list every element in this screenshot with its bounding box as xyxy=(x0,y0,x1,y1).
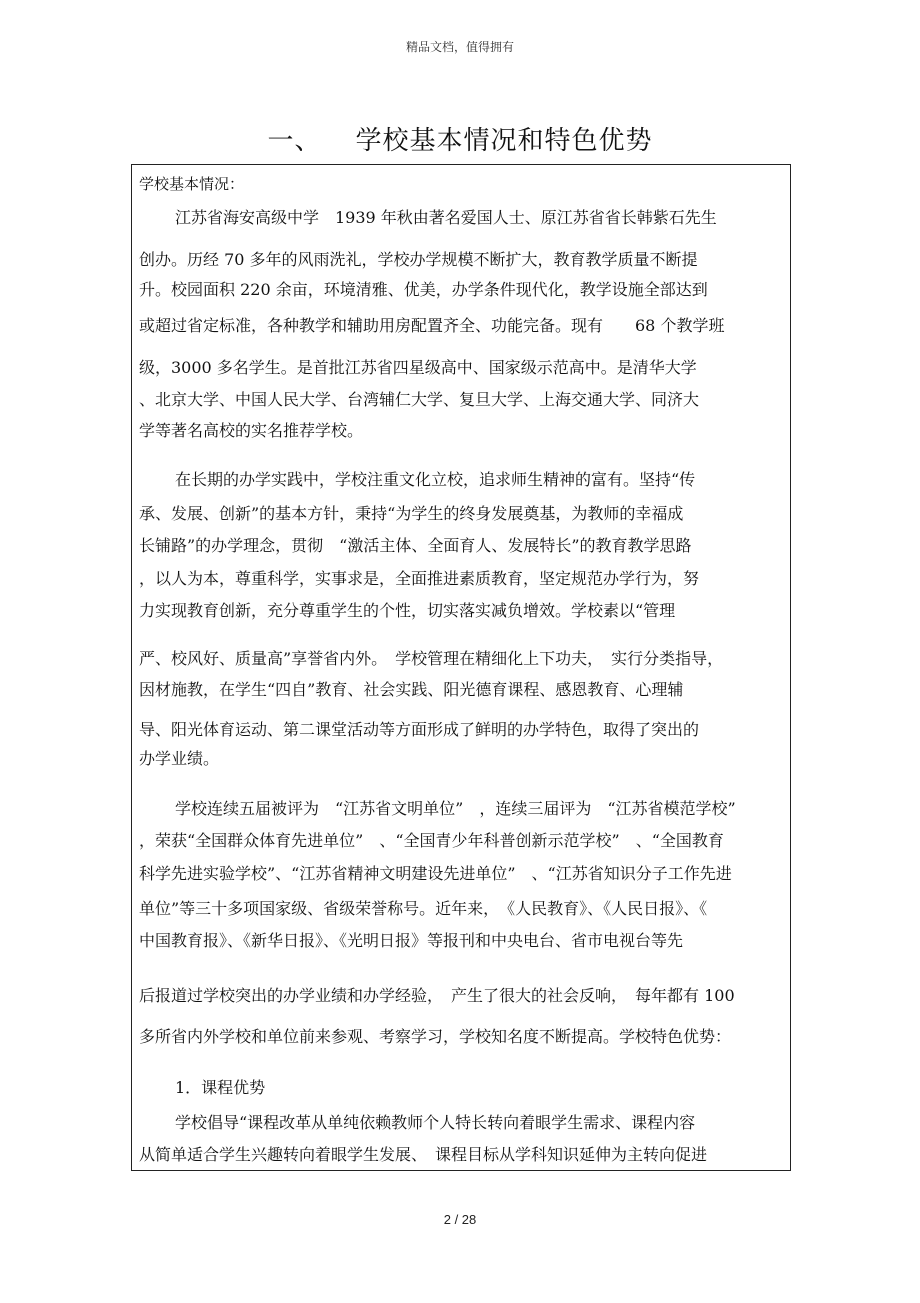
subheading-course-advantage: 1．课程优势 xyxy=(175,1078,266,1097)
text-line: 在长期的办学实践中，学校注重文化立校，追求师生精神的富有。坚持“传 xyxy=(175,470,696,489)
text-line: 或超过省定标准，各种教学和辅助用房配置齐全、功能完备。现有 68 个教学班 xyxy=(139,316,725,335)
text-line: 学校倡导“课程改革从单纯依赖教师个人特长转向着眼学生需求、课程内容 xyxy=(175,1113,696,1132)
text-line: 科学先进实验学校”、“江苏省精神文明建设先进单位” 、“江苏省知识分子工作先进 xyxy=(139,864,732,883)
text-line: 从简单适合学生兴趣转向着眼学生发展、 课程目标从学科知识延伸为主转向促进 xyxy=(139,1145,708,1164)
text-line: 后报道过学校突出的办学业绩和办学经验， 产生了很大的社会反响， 每年都有 100 xyxy=(139,986,735,1005)
text-line: 创办。历经 70 多年的风雨洗礼，学校办学规模不断扩大，教育教学质量不断提 xyxy=(139,250,698,269)
text-line: 中国教育报》、《新华日报》、《光明日报》等报刊和中央电台、省市电视台等先 xyxy=(139,931,684,950)
text-line: 多所省内外学校和单位前来参观、考察学习，学校知名度不断提高。学校特色优势： xyxy=(139,1027,732,1046)
text-line: 江苏省海安高级中学 1939 年秋由著名爱国人士、原江苏省省长韩紫石先生 xyxy=(175,208,717,227)
text-line: 学等著名高校的实名推荐学校。 xyxy=(139,421,364,440)
page-number: 2 / 28 xyxy=(443,1212,477,1227)
text-line: 严、校风好、质量高”享誉省内外。 学校管理在精细化上下功夫， 实行分类指导， xyxy=(139,649,724,668)
section-number: 一、 xyxy=(267,126,322,156)
text-line: 导、阳光体育运动、第二课堂活动等方面形成了鲜明的办学特色，取得了突出的 xyxy=(139,720,700,739)
section-title xyxy=(0,120,920,157)
text-line: 、北京大学、中国人民大学、台湾辅仁大学、复旦大学、上海交通大学、同济大 xyxy=(139,390,700,409)
text-line: 升。校园面积 220 余亩，环境清雅、优美，办学条件现代化，教学设施全部达到 xyxy=(139,280,708,299)
text-line: ，以人为本，尊重科学，实事求是，全面推进素质教育，坚定规范办学行为，努 xyxy=(139,569,700,588)
text-line: 承、发展、创新”的基本方针，秉持“为学生的终身发展奠基，为教师的幸福成 xyxy=(139,504,684,523)
text-line: 力实现教育创新，充分尊重学生的个性，切实落实减负增效。学校素以“管理 xyxy=(139,601,676,620)
text-line: 学校连续五届被评为 “江苏省文明单位” ，连续三届评为 “江苏省模范学校” xyxy=(175,799,736,818)
text-line: ，荣获“全国群众体育先进单位” 、“全国青少年科普创新示范学校” 、“全国教育 xyxy=(139,831,724,850)
text-line: 级，3000 多名学生。是首批江苏省四星级高中、国家级示范高中。是清华大学 xyxy=(139,358,697,377)
section-title-text: 学校基本情况和特色优势 xyxy=(355,126,653,156)
text-line: 办学业绩。 xyxy=(139,749,220,768)
page-header: 精品文档，值得拥有 xyxy=(405,40,514,54)
section-label: 学校基本情况： xyxy=(139,175,245,193)
text-line: 长铺路”的办学理念，贯彻 “激活主体、全面育人、发展特长”的教育教学思路 xyxy=(139,536,692,555)
text-line: 因材施教，在学生“四自”教育、社会实践、阳光德育课程、感恩教育、心理辅 xyxy=(139,680,684,699)
text-line: 单位”等三十多项国家级、省级荣誉称号。近年来， 《人民教育》、《人民日报》、《 xyxy=(139,899,708,918)
